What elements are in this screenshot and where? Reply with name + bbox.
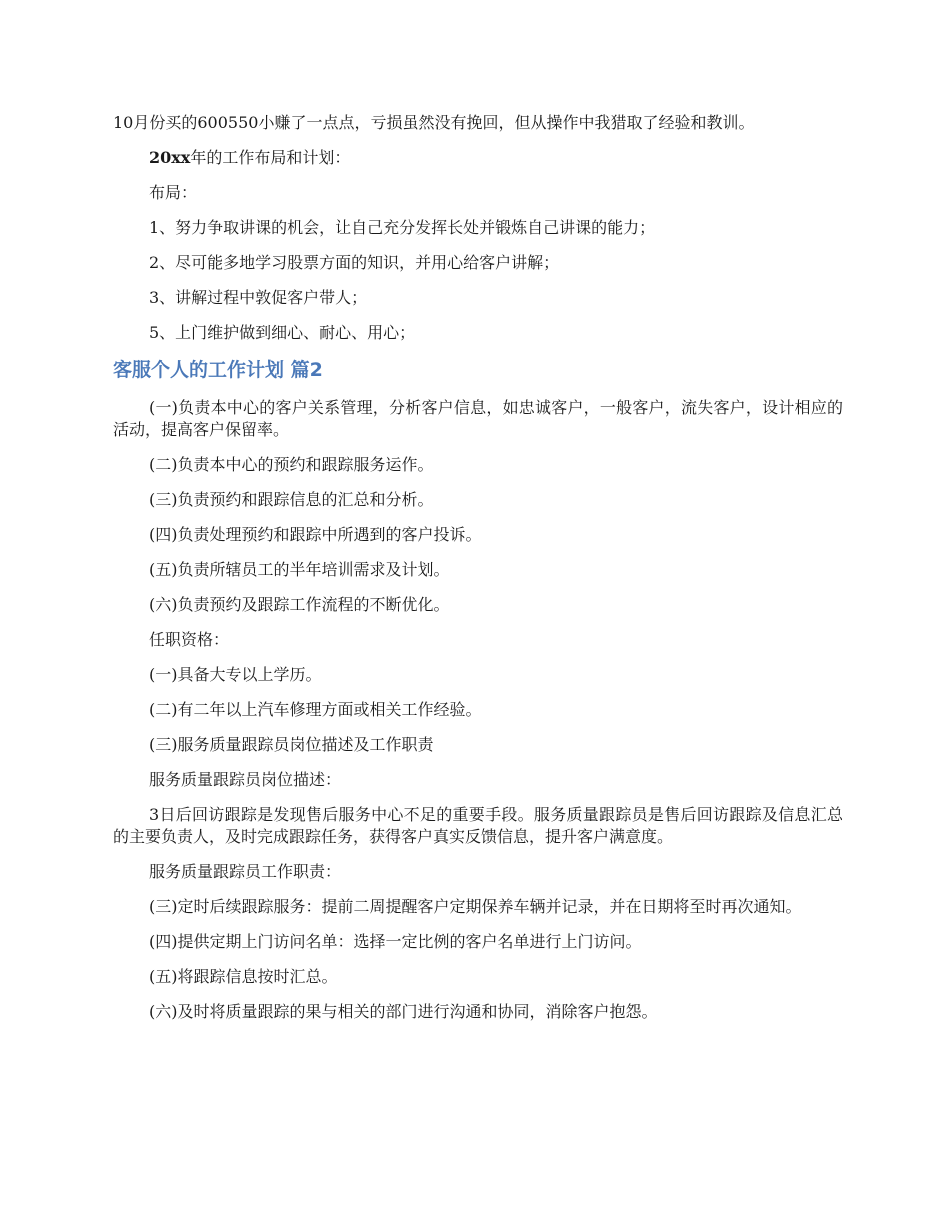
intro-paragraph: 10月份买的600550小赚了一点点，亏损虽然没有挽回，但从操作中我猎取了经验和教训。 (113, 113, 755, 132)
plan-item: 1、努力争取讲课的机会，让自己充分发挥长处并锻炼自己讲课的能力； (149, 218, 656, 237)
qualification-item: (三)服务质量跟踪员岗位描述及工作职责 (149, 735, 434, 754)
duty-item: (三)负责预约和跟踪信息的汇总和分析。 (149, 490, 434, 509)
duty-item: (一)负责本中心的客户关系管理，分析客户信息，如忠诚客户，一般客户，流失客户，设计相应的活动，提高客户保留率。 (113, 398, 843, 439)
layout-label: 布局： (149, 183, 198, 202)
plan-title (113, 147, 843, 169)
qualification-item: (二)有二年以上汽车修理方面或相关工作经验。 (149, 700, 482, 719)
qualification-label: 任职资格： (149, 630, 230, 649)
plan-item: 5、上门维护做到细心、耐心、用心； (149, 323, 416, 342)
plan-title-text: 年的工作布局和计划： (190, 148, 351, 167)
qualification-item: (一)具备大专以上学历。 (149, 665, 322, 684)
duty-item: (二)负责本中心的预约和跟踪服务运作。 (149, 455, 434, 474)
duty-item: (五)负责所辖员工的半年培训需求及计划。 (149, 560, 450, 579)
plan-title-year: 20xx (149, 148, 191, 167)
document-page (113, 112, 843, 1036)
responsibility-item: (五)将跟踪信息按时汇总。 (149, 967, 338, 986)
section-heading: 客服个人的工作计划 篇2 (113, 359, 323, 381)
responsibility-item: (四)提供定期上门访问名单：选择一定比例的客户名单进行上门访问。 (149, 932, 642, 951)
plan-item: 2、尽可能多地学习股票方面的知识，并用心给客户讲解； (149, 253, 560, 272)
description-label: 服务质量跟踪员岗位描述： (149, 770, 342, 789)
responsibility-item: (六)及时将质量跟踪的果与相关的部门进行沟通和协同，消除客户抱怨。 (149, 1002, 658, 1021)
description-text: 3日后回访跟踪是发现售后服务中心不足的重要手段。服务质量跟踪员是售后回访跟踪及信息汇总的主要负责人，及时完成跟踪任务，获得客户真实反馈信息，提升客户满意度。 (113, 805, 843, 846)
plan-item: 3、讲解过程中敦促客户带人； (149, 288, 368, 307)
duty-item: (六)负责预约及跟踪工作流程的不断优化。 (149, 595, 450, 614)
responsibility-label: 服务质量跟踪员工作职责： (149, 862, 342, 881)
responsibility-item: (三)定时后续跟踪服务：提前二周提醒客户定期保养车辆并记录，并在日期将至时再次通知。 (149, 897, 802, 916)
duty-item: (四)负责处理预约和跟踪中所遇到的客户投诉。 (149, 525, 482, 544)
